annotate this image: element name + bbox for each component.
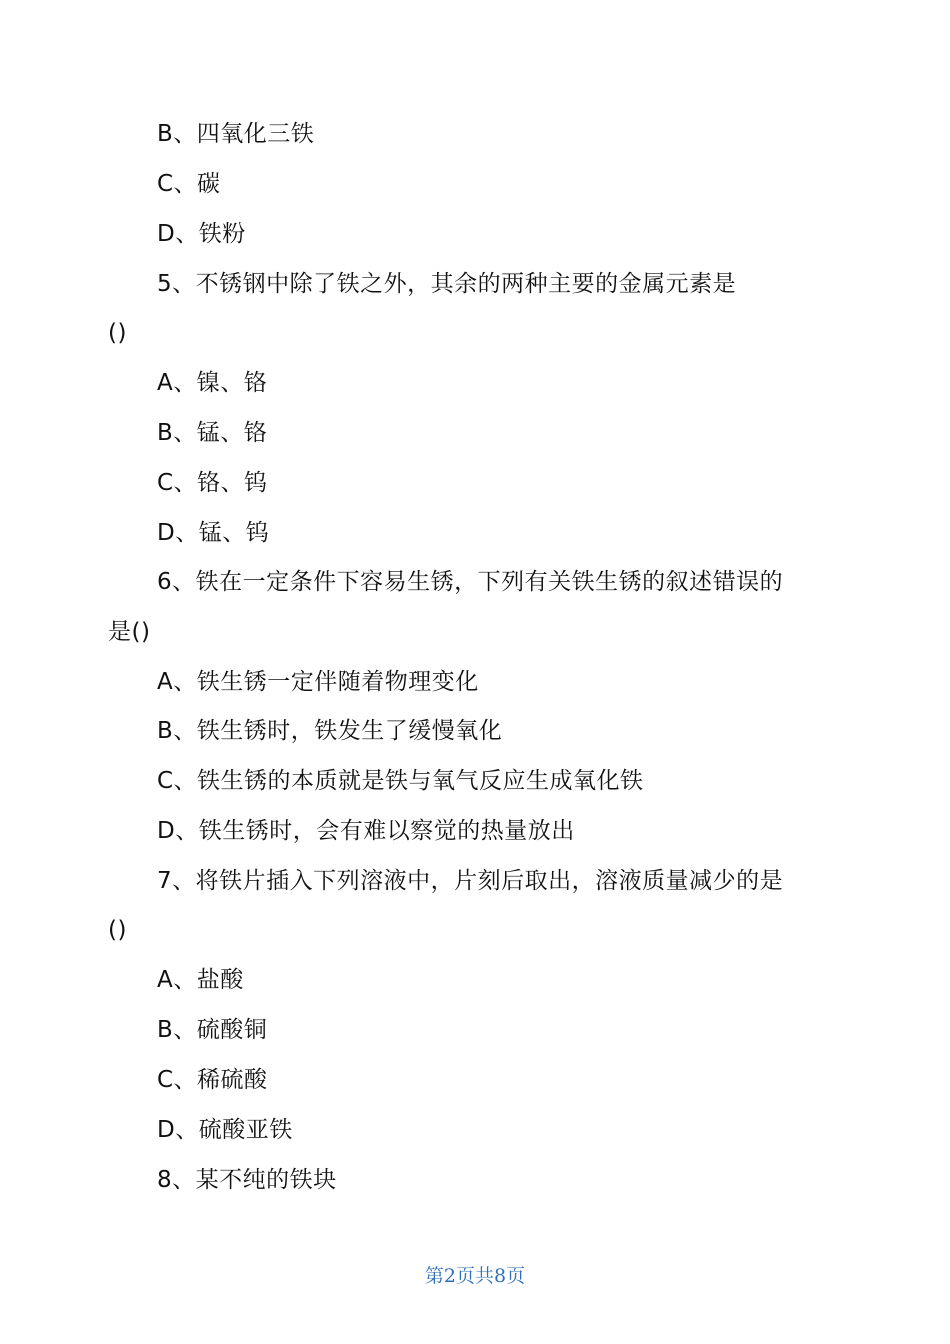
- option-d-q4: D、铁粉: [157, 221, 246, 247]
- option-a-q6: A、铁生锈一定伴随着物理变化: [157, 669, 479, 695]
- question-8-text: 8、某不纯的铁块: [157, 1167, 337, 1193]
- question-5-text: 5、不锈钢中除了铁之外，其余的两种主要的金属元素是: [157, 271, 737, 297]
- question-5-continuation: (): [108, 320, 127, 346]
- option-b-q4: B、四氧化三铁: [157, 121, 315, 147]
- option-c-q7: C、稀硫酸: [157, 1067, 268, 1093]
- question-6-continuation: 是(): [108, 619, 151, 645]
- option-b-q7: B、硫酸铜: [157, 1017, 268, 1043]
- option-c-q6: C、铁生锈的本质就是铁与氧气反应生成氧化铁: [157, 768, 644, 794]
- page-number-footer: 第2页共8页: [424, 1265, 526, 1287]
- option-b-q6: B、铁生锈时，铁发生了缓慢氧化: [157, 718, 503, 744]
- option-d-q7: D、硫酸亚铁: [157, 1117, 293, 1143]
- option-c-q4: C、碳: [157, 171, 221, 197]
- option-a-q5: A、镍、铬: [157, 370, 268, 396]
- option-a-q7: A、盐酸: [157, 967, 244, 993]
- option-d-q6: D、铁生锈时，会有难以察觉的热量放出: [157, 818, 575, 844]
- option-b-q5: B、锰、铬: [157, 420, 268, 446]
- question-7-text: 7、将铁片插入下列溶液中，片刻后取出，溶液质量减少的是: [157, 868, 784, 894]
- option-c-q5: C、铬、钨: [157, 470, 268, 496]
- question-6-text: 6、铁在一定条件下容易生锈，下列有关铁生锈的叙述错误的: [157, 569, 784, 595]
- option-d-q5: D、锰、钨: [157, 520, 270, 546]
- question-7-continuation: (): [108, 917, 127, 943]
